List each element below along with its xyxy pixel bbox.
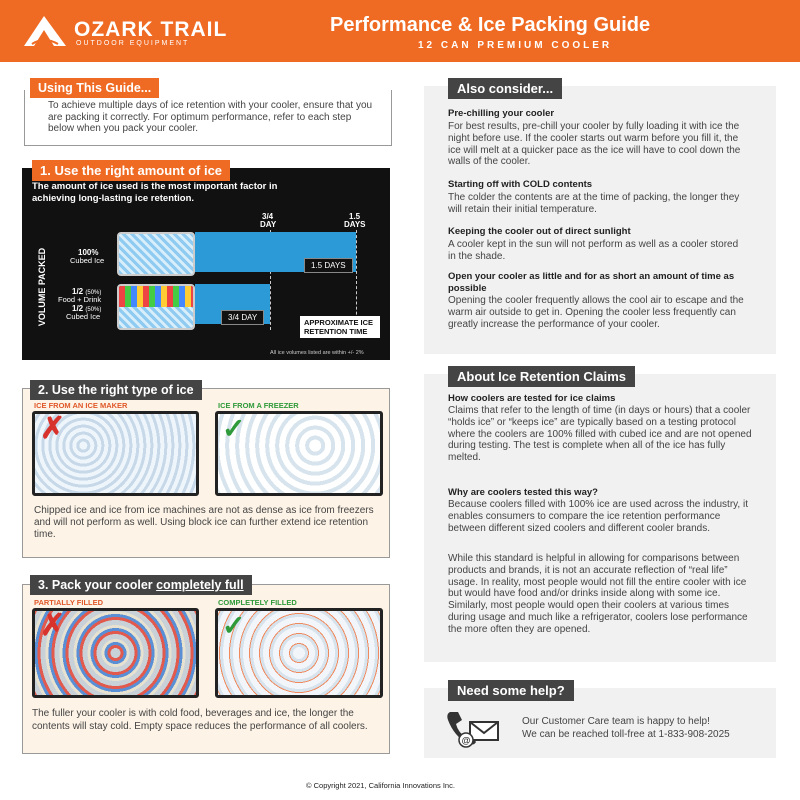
also-heading-2: Starting off with COLD contents xyxy=(448,179,593,190)
step1-footnote: All ice volumes listed are within +/- 2% xyxy=(270,350,364,356)
also-heading-4: Open your cooler as little and for as short an amount of time as possible xyxy=(448,271,735,294)
completely-filled-label: COMPLETELY FILLED xyxy=(218,598,297,607)
tick-34-bottom: DAY xyxy=(260,220,277,229)
also-heading-3: Keeping the cooler out of direct sunlight xyxy=(448,226,631,237)
help-line-1: Our Customer Care team is happy to help! xyxy=(522,716,710,727)
step3-tab-prefix: 3. Pack your cooler xyxy=(38,578,157,592)
claims-tab: About Ice Retention Claims xyxy=(448,366,635,387)
tick-line-15 xyxy=(356,230,357,330)
row3-desc: Cubed Ice xyxy=(66,312,101,321)
claims-heading-2: Why are coolers tested this way? xyxy=(448,487,598,498)
ice-freezer-label: ICE FROM A FREEZER xyxy=(218,401,299,410)
cooler-full-ice-image xyxy=(117,232,195,276)
brand-logo xyxy=(22,14,252,54)
tick-15-bottom: DAYS xyxy=(344,220,366,229)
bar2-label: 3/4 DAY xyxy=(221,310,264,325)
also-text-3: A cooler kept in the sun will not perform as well as a cooler stored in the shade. xyxy=(448,239,739,262)
step3-tab-emphasis: completely full xyxy=(156,578,244,592)
cross-mark-icon: ✗ xyxy=(40,609,66,642)
copyright: © Copyright 2021, California Innovations Inc. xyxy=(306,781,455,790)
ice-maker-label: ICE FROM AN ICE MAKER xyxy=(34,401,128,410)
brand-tagline: OUTDOOR EQUIPMENT xyxy=(76,40,190,47)
row2-pct-value: 1/2 xyxy=(72,287,84,296)
also-heading-1: Pre-chilling your cooler xyxy=(448,108,555,119)
also-consider-tab: Also consider... xyxy=(448,78,562,99)
page-subtitle: 12 CAN PREMIUM COOLER xyxy=(418,40,613,51)
claims-text-2: Because coolers filled with 100% ice are used across the industry, it enables consumers to compare the ice retention performance between different sized coolers and different cooler brands. xyxy=(448,499,748,534)
row1-desc: Cubed Ice xyxy=(70,256,105,265)
tick-34-top: 3/4 xyxy=(262,212,274,221)
cooler-half-ice-image xyxy=(117,284,195,330)
bar1-label: 1.5 DAYS xyxy=(304,258,353,273)
using-guide-tab: Using This Guide... xyxy=(30,78,159,98)
row3-pct-note: (50%) xyxy=(85,307,102,313)
svg-text:@: @ xyxy=(461,735,471,746)
step2-tab: 2. Use the right type of ice xyxy=(30,380,202,400)
cross-mark-icon: ✗ xyxy=(40,412,66,445)
also-text-4: Opening the cooler frequently allows the cool air to escape and the warm air outside to get in. Opening the cooler less frequently can greatly increase the performance of your cooler. xyxy=(448,295,744,330)
claims-text-1: Claims that refer to the length of time (in days or hours) that a cooler “holds ice” or “keeps ice” are typically based on a testing protocol where the coolers are 100% filled with cubed ice and are not opened during testing. The test is complete when all of the ice has fully melted. xyxy=(448,405,752,464)
y-axis-label: VOLUME PACKED xyxy=(37,247,47,327)
tick-15-top: 1.5 xyxy=(349,212,361,221)
row1-pct: 100% xyxy=(78,248,99,257)
row2-pct-note: (50%) xyxy=(85,290,102,296)
row3-pct-value: 1/2 xyxy=(72,304,84,313)
step1-tab: 1. Use the right amount of ice xyxy=(32,160,230,181)
step1-headline: The amount of ice used is the most important factor in achieving long-lasting ice retention. xyxy=(32,181,278,204)
help-tab: Need some help? xyxy=(448,680,574,701)
claims-text-3: While this standard is helpful in allowing for comparisons between products and brands, it is not an accurate reflection of “real life” usage. In reality, most people would not fill the entire cooler with ice but would have food and/or drinks inside along with some ice. Similarly, most people would open their coolers at various times during usage and much like a refrigerator, coolers lose performance the more often they are opened. xyxy=(448,553,748,635)
also-text-2: The colder the contents are at the time of packing, the longer they will retain their initial temperature. xyxy=(448,192,740,215)
page-title: Performance & Ice Packing Guide xyxy=(330,14,651,36)
phone-email-icon xyxy=(444,704,502,752)
step3-text: The fuller your cooler is with cold food, beverages and ice, the longer the contents will stay cold. Empty space reduces the performance of all coolers. xyxy=(32,708,368,732)
using-guide-text: To achieve multiple days of ice retention with your cooler, ensure that you are packing it correctly. For optimum performance, refer to each step below when you pack your cooler. xyxy=(48,100,373,134)
check-mark-icon: ✓ xyxy=(222,413,246,444)
mountain-logo-icon xyxy=(22,14,70,48)
brand-name: OZARK TRAIL xyxy=(74,18,228,41)
approx-retention-label: APPROXIMATE ICE RETENTION TIME xyxy=(300,316,380,338)
help-line-2: We can be reached toll-free at 1-833-908-2025 xyxy=(522,729,730,740)
step2-text: Chipped ice and ice from ice machines are not as dense as ice from freezers and will not perform as well. Using block ice can further extend ice retention time. xyxy=(34,505,374,540)
also-text-1: For best results, pre-chill your cooler by fully loading it with ice the night before use. If the cooler starts out warm before you fill it, the ice will melt at a quicker pace as the ice will have to cool down the walls of the cooler. xyxy=(448,121,741,168)
partially-filled-label: PARTIALLY FILLED xyxy=(34,598,104,607)
step3-tab xyxy=(30,575,252,595)
check-mark-icon: ✓ xyxy=(222,610,246,641)
claims-heading-1: How coolers are tested for ice claims xyxy=(448,393,616,404)
row2-desc: Food + Drink xyxy=(58,295,102,304)
